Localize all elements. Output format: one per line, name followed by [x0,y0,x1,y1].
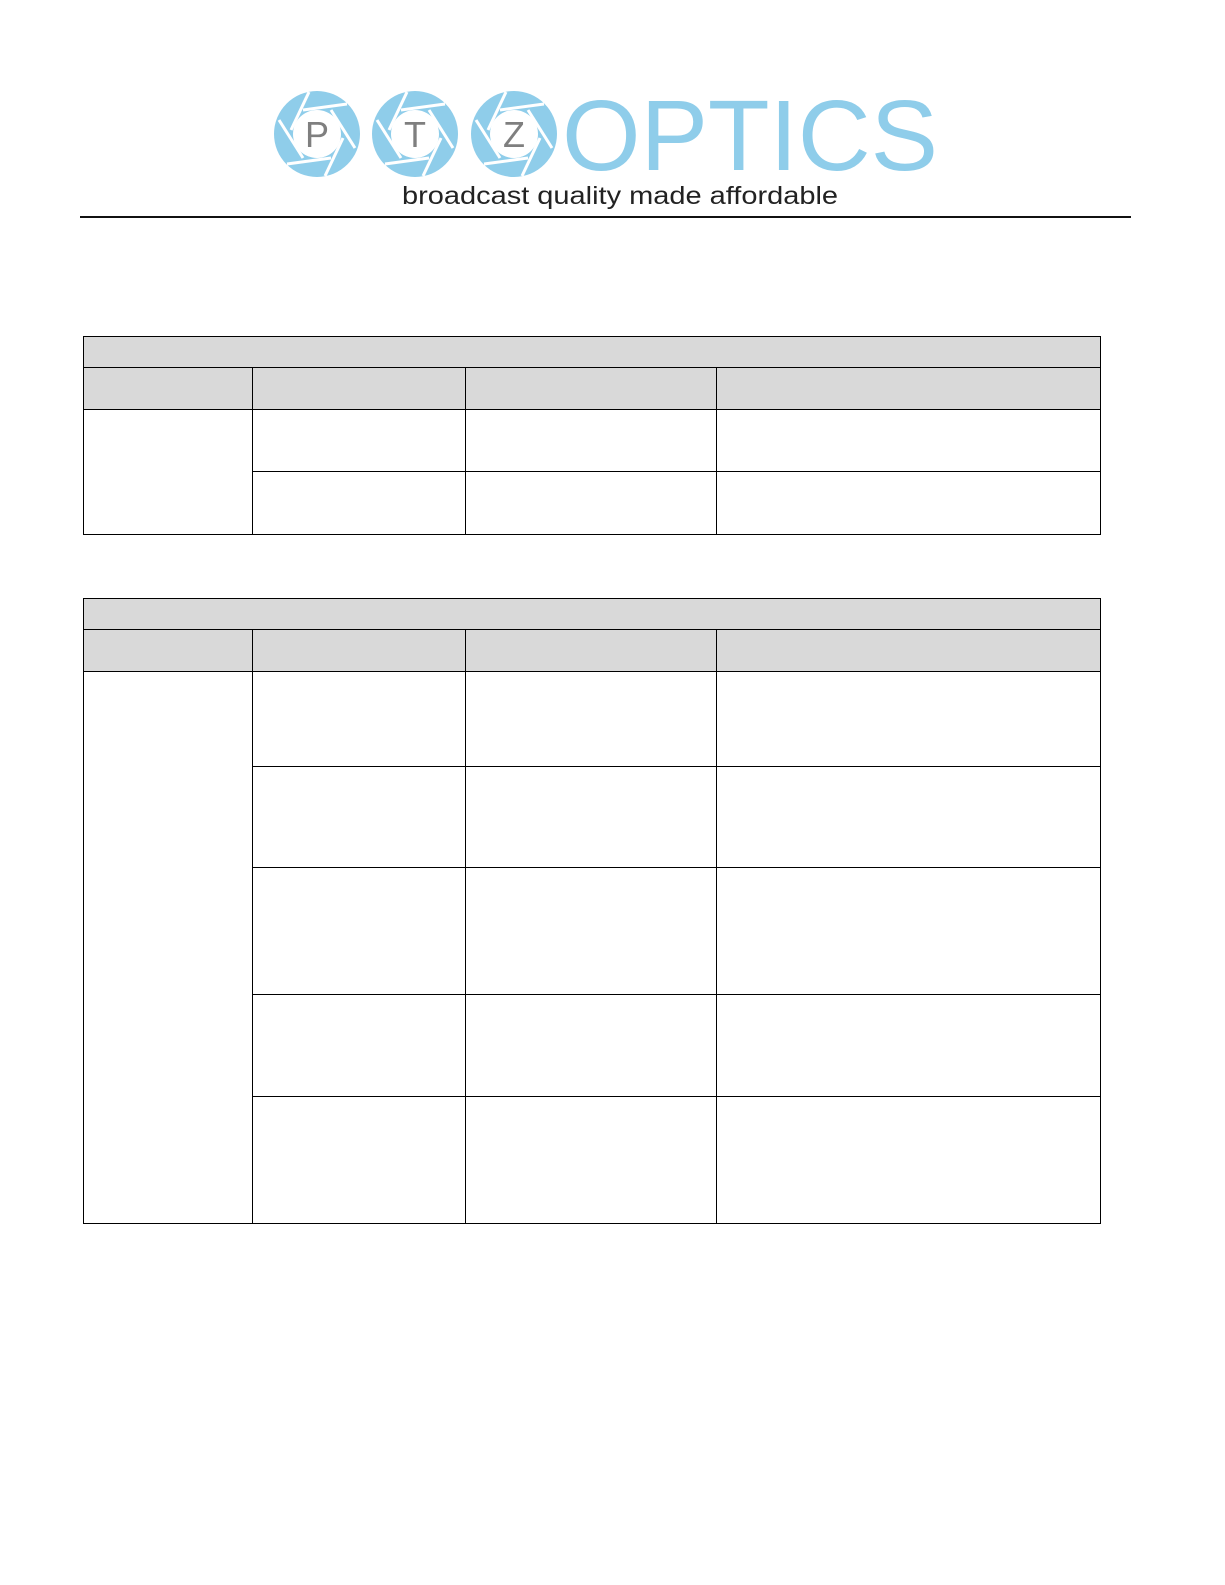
table-cell [253,1097,466,1224]
table-cell [466,995,717,1097]
table-cell [253,410,466,472]
table-row [84,410,1101,472]
ptzoptics-logo [262,86,950,216]
table-cell [253,472,466,535]
table-cell [466,868,717,995]
column-header-row [84,630,1101,672]
table-cell [717,672,1101,767]
table-cell [717,472,1101,535]
table-cell [466,472,717,535]
column-header-row [84,368,1101,410]
table-cell [466,410,717,472]
table-cell [466,1097,717,1224]
table-cell [253,672,466,767]
column-header [253,368,466,410]
table-cell [717,995,1101,1097]
section-title [84,337,1101,368]
column-header [84,630,253,672]
table-cell [253,767,466,868]
column-header [717,368,1101,410]
section-title-row [84,337,1101,368]
group-label-cell [84,410,253,535]
column-header [84,368,253,410]
table-cell [717,410,1101,472]
logo-wordmark: OPTICS [562,86,938,192]
column-header [717,630,1101,672]
table-row [84,672,1101,767]
section-title [84,599,1101,630]
table-cell [717,1097,1101,1224]
table-cell [466,672,717,767]
header-rule [80,216,1131,218]
logo-tagline: broadcast quality made affordable [402,182,838,210]
column-header [466,630,717,672]
column-header [466,368,717,410]
spec-table-2 [83,598,1101,1224]
table-cell [253,995,466,1097]
logo-letter-p: P [304,114,330,155]
table-cell [466,767,717,868]
spec-table-1 [83,336,1101,535]
table-cell [717,767,1101,868]
logo-letter-t: T [404,114,426,155]
section-title-row [84,599,1101,630]
logo-letter-z: Z [503,114,525,155]
group-label-cell [84,672,253,1224]
table-cell [253,868,466,995]
column-header [253,630,466,672]
table-cell [717,868,1101,995]
